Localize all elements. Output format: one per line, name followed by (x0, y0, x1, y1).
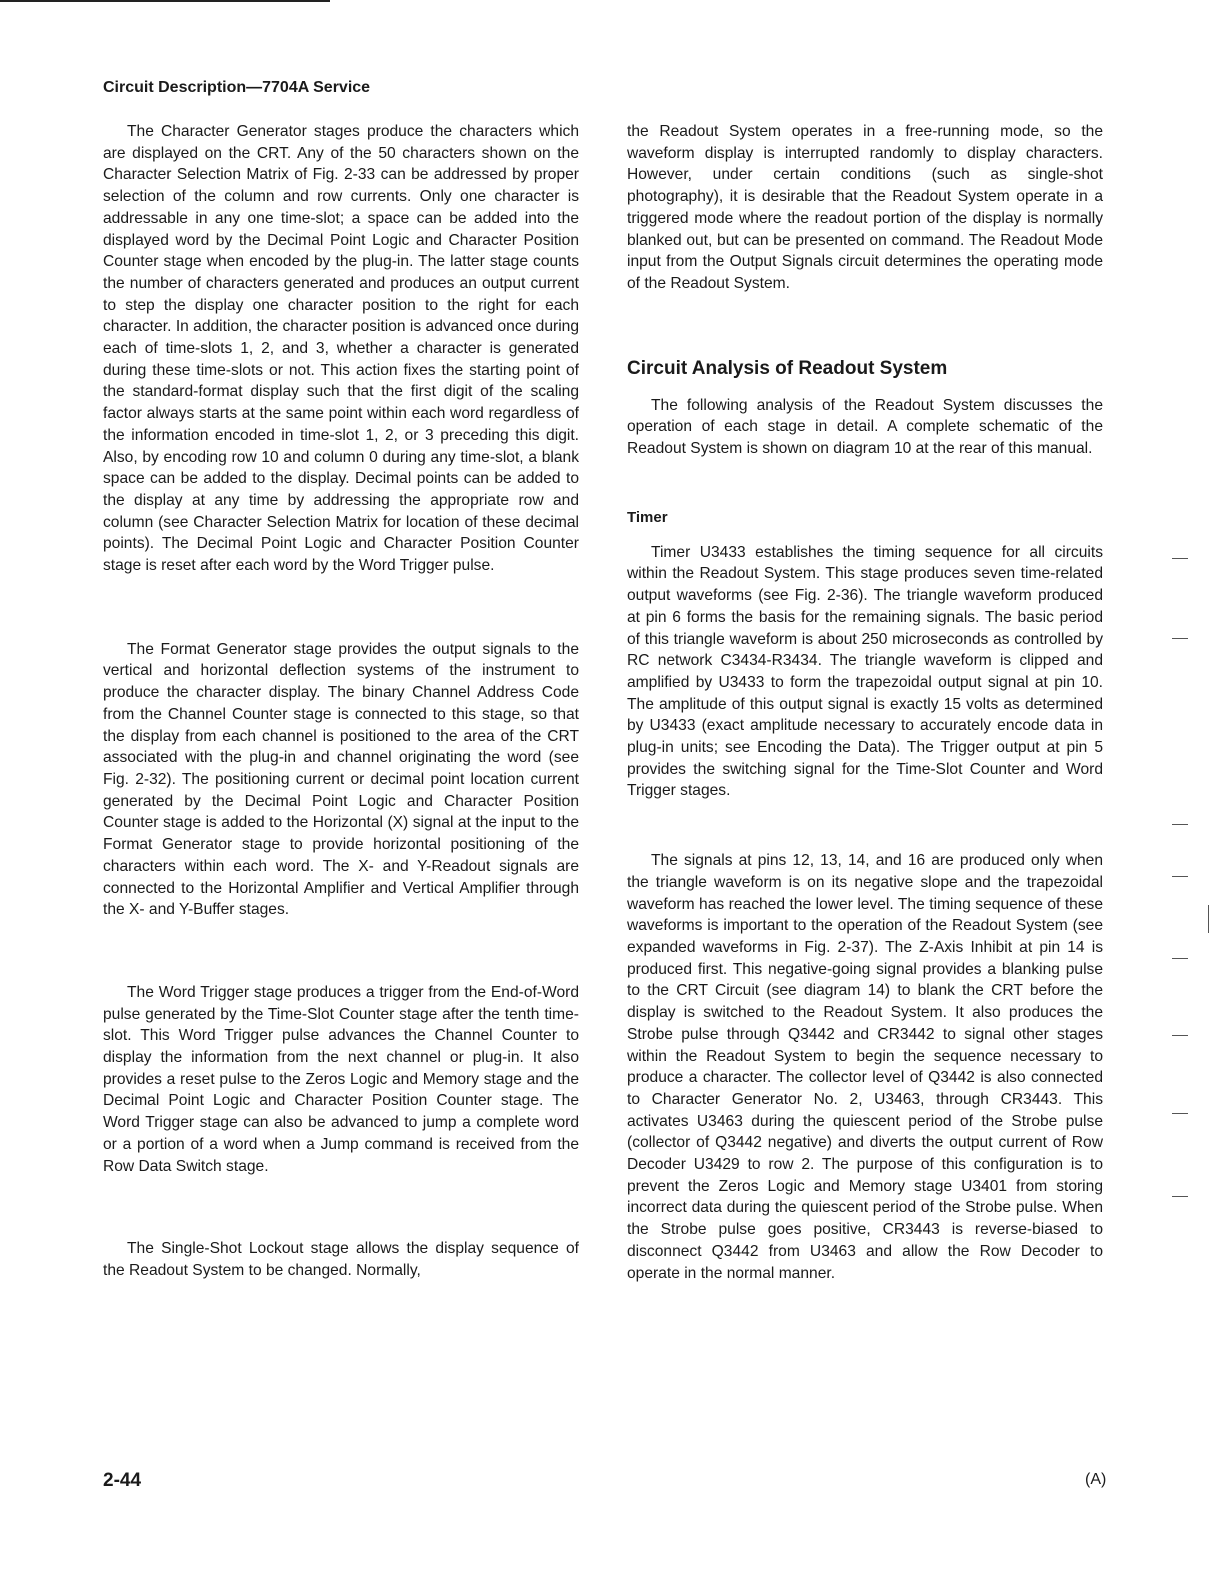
margin-tick (1172, 638, 1188, 639)
margin-tick (1172, 558, 1188, 559)
margin-tick (1172, 1113, 1188, 1114)
margin-tick (1172, 824, 1188, 825)
paragraph-character-generator: The Character Generator stages produce the characters which are displayed on the CRT. Any of the 50 characters shown on the Character Selection Matrix of Fig. 2-33 can be addressed by proper selection of the column and row currents. Only one character is addressable in any one time-slot; a space can be added into the displayed word by the Decimal Point Logic and Character Position Counter stage when encoded by the plug-in. The latter stage counts the number of characters generated and produces an output current to step the display one character position to the right for each character. In addition, the character position is advanced once during each of time-slots 1, 2, and 3, whether a character is generated during these time-slots or not. This action fixes the starting point of the standard-format display such that the first digit of the scaling factor always starts at the same point within each word regardless of the information encoded in time-slot 1, 2, or 3 preceding this digit. Also, by encoding row 10 and column 0 during any time-slot, a blank space can be added to the display. Decimal points can be added to the display at any time by addressing the appropriate row and column (see Character Selection Matrix for location of these decimal points). The Decimal Point Logic and Character Position Counter stage is reset after each word by the Word Trigger pulse. (103, 123, 579, 575)
paragraph-single-shot-lockout: The Single-Shot Lockout stage allows the display sequence of the Readout System to be changed. Normally, (103, 1240, 579, 1279)
margin-tick (1172, 1196, 1188, 1197)
paragraph-continuation: the Readout System operates in a free-running mode, so the waveform display is interrupted randomly to display characters. However, under certain conditions (such as single-shot photography), it is desirable that the Readout System operate in a triggered mode where the readout portion of the display is normally blanked out, but can be presented on command. The Readout Mode input from the Output Signals circuit determines the operating mode of the Readout System. (627, 123, 1103, 292)
margin-tick (1172, 958, 1188, 959)
paragraph-format-generator: The Format Generator stage provides the output signals to the vertical and horizontal deflection systems of the instrument to produce the character display. The binary Channel Address Code from the Channel Counter stage is connected to this stage, so that the display from each channel is positioned to the area of the CRT associated with the plug-in and channel originating the word (see Fig. 2-32). The positioning current or decimal point location current generated by the Decimal Point Logic and Character Position Counter stage is added to the Horizontal (X) signal at the input to the Format Generator stage to provide horizontal positioning of the characters within each word. The X- and Y-Readout signals are connected to the Horizontal Amplifier and Vertical Amplifier through the X- and Y-Buffer stages. (103, 640, 579, 919)
right-column (627, 121, 1103, 1284)
top-edge-rule (0, 0, 330, 2)
section-title: Circuit Analysis of Readout System (627, 357, 948, 379)
page-number: 2-44 (103, 1470, 142, 1491)
margin-tick (1172, 876, 1188, 877)
margin-tick (1172, 1035, 1188, 1036)
revision-mark: (A) (1085, 1471, 1107, 1488)
running-header: Circuit Description—7704A Service (103, 79, 371, 96)
margin-bar (1208, 905, 1209, 933)
left-column (103, 121, 579, 1282)
paragraph-timer-2: The signals at pins 12, 13, 14, and 16 are produced only when the triangle waveform is on its negative slope and the trapezoidal waveform has reached the lower level. The timing sequence of these waveforms is important to the operation of the Readout System (see expanded waveforms in Fig. 2-37). The Z-Axis Inhibit at pin 14 is produced first. This negative-going signal provides a blanking pulse to the CRT Circuit (see diagram 14) to blank the CRT before the display is switched to the Readout System. It also produces the Strobe pulse through Q3442 and CR3442 to signal other stages within the Readout System to begin the sequence necessary to produce a character. The collector level of Q3442 is also connected to Character Generator No. 2, U3463, through CR3443. This activates U3463 during the quiescent period of the Strobe pulse (collector of Q3442 negative) and diverts the output current of Row Decoder U3429 to row 2. The purpose of this configuration is to prevent the Zeros Logic and Memory stage U3401 from storing incorrect data during the quiescent period of the Strobe pulse. When the Strobe pulse goes positive, CR3443 is reverse-biased to disconnect Q3442 from U3463 and allow the Row Decoder to operate in the normal manner. (627, 852, 1103, 1282)
paragraph-word-trigger: The Word Trigger stage produces a trigger from the End-of-Word pulse generated by the Time-Slot Counter stage after the tenth time-slot. This Word Trigger pulse advances the Channel Counter to display the information from the next channel or plug-in. It also provides a reset pulse to the Zeros Logic and Memory stage and the Decimal Point Logic and Character Position Counter stage. The Word Trigger stage can also be advanced to jump a complete word or a portion of a word when a Jump command is received from the Row Data Switch stage. (103, 983, 579, 1175)
subsection-title: Timer (627, 508, 668, 526)
paragraph-section-intro: The following analysis of the Readout System discusses the operation of each stage in detail. A complete schematic of the Readout System is shown on diagram 10 at the rear of this manual. (627, 396, 1103, 458)
paragraph-timer-1: Timer U3433 establishes the timing sequence for all circuits within the Readout System. This stage produces seven time-related output waveforms (see Fig. 2-36). The triangle waveform produced at pin 6 forms the basis for the remaining signals. The basic period of this triangle waveform is about 250 microseconds as controlled by RC network C3434-R3434. The triangle waveform is clipped and amplified by U3433 to form the trapezoidal output signal at pin 10. The amplitude of this output signal is exactly 15 volts as determined by U3433 (exact amplitude necessary to accurately encode data in plug-in units; see Encoding the Data). The Trigger output at pin 5 provides the switching signal for the Time-Slot Counter and Word Trigger stages. (627, 543, 1103, 800)
